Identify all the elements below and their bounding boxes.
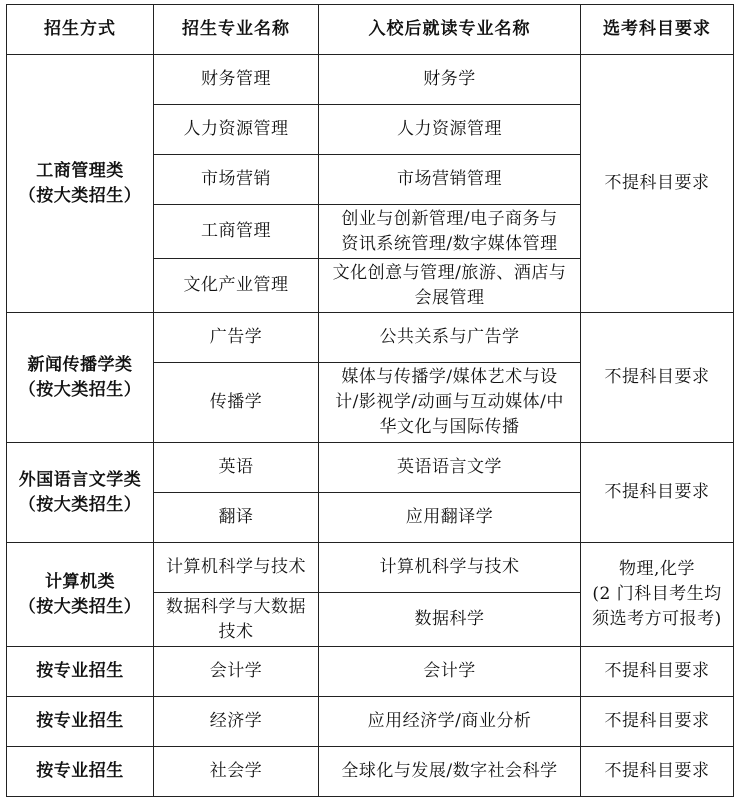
enroll-major-cell: 翻译 — [154, 493, 319, 543]
category-note: （按大类招生） — [18, 596, 142, 617]
category-cell — [7, 55, 154, 313]
requirement-cell: 物理,化学 (2 门科目考生均 须选考方可报考) — [581, 543, 734, 647]
category-name: 计算机类 — [45, 571, 115, 592]
requirement-cell: 不提科目要求 — [581, 443, 734, 543]
enroll-major-cell: 市场营销 — [154, 155, 319, 205]
enroll-major-cell: 数据科学与大数据 技术 — [154, 593, 319, 647]
table-row — [7, 313, 734, 363]
study-major-cell: 财务学 — [319, 55, 581, 105]
study-major-cell: 媒体与传播学/媒体艺术与设 计/影视学/动画与互动媒体/中 华文化与国际传播 — [319, 363, 581, 443]
study-major-cell: 全球化与发展/数字社会科学 — [319, 747, 581, 797]
table-row — [7, 747, 734, 797]
category-cell: 按专业招生 — [7, 647, 154, 697]
study-major-cell: 数据科学 — [319, 593, 581, 647]
category-name: 外国语言文学类 — [18, 469, 142, 490]
table-row — [7, 543, 734, 593]
study-major-cell: 人力资源管理 — [319, 105, 581, 155]
category-cell — [7, 443, 154, 543]
category-note: （按大类招生） — [18, 379, 142, 400]
requirement-cell: 不提科目要求 — [581, 747, 734, 797]
header-study-major: 入校后就读专业名称 — [319, 5, 581, 55]
enroll-major-cell: 财务管理 — [154, 55, 319, 105]
category-cell — [7, 313, 154, 443]
requirement-cell: 不提科目要求 — [581, 313, 734, 443]
requirement-cell: 不提科目要求 — [581, 697, 734, 747]
enroll-major-cell: 人力资源管理 — [154, 105, 319, 155]
study-major-cell: 应用翻译学 — [319, 493, 581, 543]
enrollment-table — [6, 4, 734, 797]
study-major-cell: 计算机科学与技术 — [319, 543, 581, 593]
table-row — [7, 697, 734, 747]
requirement-cell: 不提科目要求 — [581, 55, 734, 313]
study-major-cell: 公共关系与广告学 — [319, 313, 581, 363]
category-cell — [7, 543, 154, 647]
enroll-major-cell: 社会学 — [154, 747, 319, 797]
enroll-major-cell: 工商管理 — [154, 205, 319, 259]
study-major-cell: 创业与创新管理/电子商务与 资讯系统管理/数字媒体管理 — [319, 205, 581, 259]
enroll-major-cell: 会计学 — [154, 647, 319, 697]
study-major-cell: 英语语言文学 — [319, 443, 581, 493]
study-major-cell: 文化创意与管理/旅游、酒店与 会展管理 — [319, 259, 581, 313]
header-enroll-major: 招生专业名称 — [154, 5, 319, 55]
study-major-cell: 应用经济学/商业分析 — [319, 697, 581, 747]
enroll-major-cell: 英语 — [154, 443, 319, 493]
category-name: 新闻传播学类 — [27, 354, 133, 375]
enroll-major-cell: 广告学 — [154, 313, 319, 363]
category-name: 工商管理类 — [36, 160, 124, 181]
enroll-major-cell: 计算机科学与技术 — [154, 543, 319, 593]
enroll-major-cell: 文化产业管理 — [154, 259, 319, 313]
table-row — [7, 55, 734, 105]
enroll-major-cell: 经济学 — [154, 697, 319, 747]
category-note: （按大类招生） — [18, 494, 142, 515]
study-major-cell: 市场营销管理 — [319, 155, 581, 205]
category-note: （按大类招生） — [18, 185, 142, 206]
category-cell: 按专业招生 — [7, 747, 154, 797]
category-cell: 按专业招生 — [7, 697, 154, 747]
table-row — [7, 443, 734, 493]
header-subject-requirement: 选考科目要求 — [581, 5, 734, 55]
table-row — [7, 647, 734, 697]
header-method: 招生方式 — [7, 5, 154, 55]
study-major-cell: 会计学 — [319, 647, 581, 697]
requirement-cell: 不提科目要求 — [581, 647, 734, 697]
enroll-major-cell: 传播学 — [154, 363, 319, 443]
